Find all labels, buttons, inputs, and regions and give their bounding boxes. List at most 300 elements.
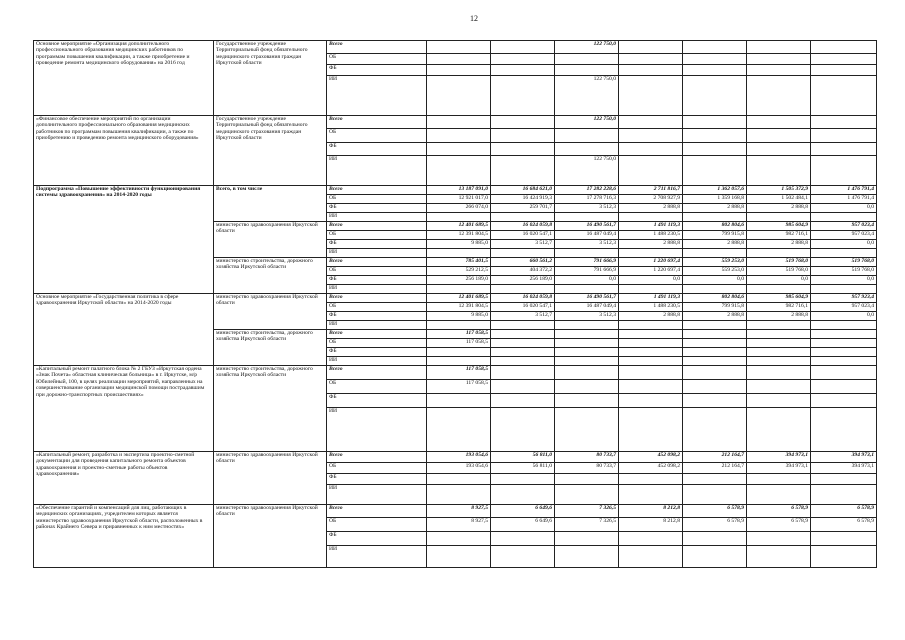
amount-cell — [619, 41, 683, 54]
amount-cell: 16 487 049,4 — [555, 231, 619, 240]
amount-cell — [619, 546, 683, 568]
amount-cell — [619, 348, 683, 357]
amount-cell — [427, 394, 491, 408]
amount-cell: 2 888,8 — [747, 312, 811, 321]
measure-description: Основное мероприятие «Организация дополнительного профессионального образования медицинских работников по программам повышения квалификации, а также приобретение и проведение ремонта медицинского оборудования» на 2016 год — [34, 41, 214, 116]
amount-cell — [747, 366, 811, 380]
amount-cell: 2 708 927,9 — [619, 195, 683, 204]
amount-cell: 799 915,8 — [683, 303, 747, 312]
amount-cell: 1 220 697,4 — [619, 258, 683, 267]
amount-cell: 2 888,8 — [683, 312, 747, 321]
amount-cell: 16 024 059,8 — [491, 222, 555, 231]
amount-cell: 802 804,6 — [683, 222, 747, 231]
responsible-executor: Всего, в том числе — [214, 186, 327, 222]
amount-cell — [811, 54, 877, 65]
funding-source: ИИ — [327, 357, 427, 366]
amount-cell — [619, 380, 683, 394]
amount-cell — [811, 339, 877, 348]
amount-cell — [619, 54, 683, 65]
amount-cell — [683, 143, 747, 156]
amount-cell — [427, 348, 491, 357]
amount-cell: 117 058,5 — [427, 339, 491, 348]
amount-cell: 1 491 119,3 — [619, 222, 683, 231]
amount-cell — [683, 249, 747, 258]
amount-cell — [619, 339, 683, 348]
amount-cell — [555, 348, 619, 357]
amount-cell — [427, 156, 491, 186]
amount-cell — [555, 485, 619, 505]
amount-cell — [555, 285, 619, 294]
measure-description: Основное мероприятие «Государственная политика в сфере здравоохранения Иркутской области» на 2014-2020 годы — [34, 294, 214, 366]
amount-cell: 6 578,9 — [683, 505, 747, 518]
amount-cell: 519 768,0 — [811, 258, 877, 267]
amount-cell — [427, 357, 491, 366]
amount-cell — [555, 54, 619, 65]
amount-cell — [683, 380, 747, 394]
amount-cell — [811, 156, 877, 186]
measure-description: Подпрограмма «Повышение эффективности функционирования системы здравоохранения» на 2014-2020 годы — [34, 186, 214, 294]
amount-cell: 3 512,3 — [555, 240, 619, 249]
amount-cell — [619, 532, 683, 546]
amount-cell — [491, 408, 555, 452]
amount-cell — [427, 76, 491, 116]
amount-cell — [491, 339, 555, 348]
amount-cell: 0,0 — [811, 276, 877, 285]
amount-cell: 982 716,1 — [747, 231, 811, 240]
funding-source: Всего — [327, 186, 427, 195]
amount-cell: 394 973,1 — [811, 463, 877, 474]
funding-source: ОБ — [327, 267, 427, 276]
amount-cell: 12 391 804,5 — [427, 231, 491, 240]
amount-cell — [427, 143, 491, 156]
amount-cell — [683, 546, 747, 568]
table-row — [34, 41, 877, 54]
amount-cell: 519 768,0 — [747, 267, 811, 276]
amount-cell — [491, 156, 555, 186]
amount-cell — [747, 546, 811, 568]
amount-cell — [747, 76, 811, 116]
amount-cell — [619, 129, 683, 143]
funding-source: Всего — [327, 452, 427, 463]
amount-cell — [555, 366, 619, 380]
amount-cell — [491, 116, 555, 129]
amount-cell — [491, 76, 555, 116]
funding-source: ОБ — [327, 195, 427, 204]
amount-cell — [747, 394, 811, 408]
amount-cell: 404 372,2 — [491, 267, 555, 276]
amount-cell — [811, 348, 877, 357]
amount-cell — [555, 546, 619, 568]
amount-cell: 394 973,1 — [747, 452, 811, 463]
amount-cell: 2 888,8 — [683, 240, 747, 249]
amount-cell: 80 733,7 — [555, 452, 619, 463]
funding-source: ОБ — [327, 518, 427, 532]
amount-cell: 452 098,2 — [619, 463, 683, 474]
funding-source: ОБ — [327, 231, 427, 240]
amount-cell: 985 604,9 — [747, 222, 811, 231]
amount-cell: 16 487 049,4 — [555, 303, 619, 312]
funding-source: Всего — [327, 258, 427, 267]
funding-source: ФБ — [327, 532, 427, 546]
amount-cell — [427, 321, 491, 330]
amount-cell: 1 476 791,4 — [811, 195, 877, 204]
budget-table — [33, 40, 877, 568]
amount-cell — [491, 485, 555, 505]
funding-source: ИИ — [327, 76, 427, 116]
amount-cell — [491, 348, 555, 357]
amount-cell — [811, 41, 877, 54]
amount-cell — [491, 129, 555, 143]
amount-cell — [747, 156, 811, 186]
amount-cell — [555, 380, 619, 394]
amount-cell — [491, 357, 555, 366]
funding-source: Всего — [327, 116, 427, 129]
amount-cell — [491, 213, 555, 222]
amount-cell — [555, 532, 619, 546]
amount-cell: 8 927,5 — [427, 505, 491, 518]
amount-cell: 17 282 228,6 — [555, 186, 619, 195]
amount-cell: 519 768,0 — [747, 258, 811, 267]
page-number: 12 — [470, 14, 478, 23]
amount-cell — [683, 321, 747, 330]
amount-cell — [811, 76, 877, 116]
table-row — [34, 186, 877, 195]
funding-source: ФБ — [327, 276, 427, 285]
amount-cell — [491, 380, 555, 394]
amount-cell: 193 054,6 — [427, 463, 491, 474]
amount-cell: 3 512,3 — [555, 312, 619, 321]
amount-cell: 785 401,5 — [427, 258, 491, 267]
measure-description: «Обеспечение гарантий и компенсаций для лиц, работающих в медицинских организациях, учредителем которых является министерство здравоохранения Иркутской области, расположенных в районах Крайнего Севера и приравненных к ним местностях» — [34, 505, 214, 568]
table-row — [34, 366, 877, 380]
amount-cell: 660 561,2 — [491, 258, 555, 267]
amount-cell: 9 885,0 — [427, 312, 491, 321]
funding-source: ФБ — [327, 312, 427, 321]
funding-source: ФБ — [327, 204, 427, 213]
amount-cell — [747, 321, 811, 330]
amount-cell — [747, 348, 811, 357]
amount-cell: 117 058,5 — [427, 380, 491, 394]
amount-cell: 16 020 547,1 — [491, 231, 555, 240]
amount-cell: 2 888,8 — [619, 312, 683, 321]
amount-cell: 16 024 059,8 — [491, 294, 555, 303]
amount-cell: 212 164,7 — [683, 463, 747, 474]
amount-cell — [491, 366, 555, 380]
amount-cell — [427, 249, 491, 258]
amount-cell — [427, 213, 491, 222]
amount-cell: 559 253,0 — [683, 267, 747, 276]
amount-cell — [683, 156, 747, 186]
amount-cell — [555, 394, 619, 408]
amount-cell: 16 490 561,7 — [555, 294, 619, 303]
amount-cell — [427, 41, 491, 54]
amount-cell — [427, 116, 491, 129]
amount-cell — [811, 321, 877, 330]
amount-cell: 791 666,9 — [555, 258, 619, 267]
amount-cell — [491, 321, 555, 330]
responsible-executor: министерство здравоохранения Иркутской области — [214, 452, 327, 505]
amount-cell — [683, 129, 747, 143]
amount-cell: 16 424 919,3 — [491, 195, 555, 204]
amount-cell: 2 711 816,7 — [619, 186, 683, 195]
amount-cell — [747, 54, 811, 65]
amount-cell — [683, 116, 747, 129]
amount-cell — [747, 213, 811, 222]
amount-cell — [811, 366, 877, 380]
amount-cell: 1 502 484,1 — [747, 195, 811, 204]
amount-cell — [811, 330, 877, 339]
responsible-executor: министерство строительства, дорожного хозяйства Иркутской области — [214, 330, 327, 366]
amount-cell — [811, 129, 877, 143]
funding-source: ОБ — [327, 54, 427, 65]
amount-cell — [683, 394, 747, 408]
amount-cell: 2 888,8 — [683, 204, 747, 213]
funding-source: Всего — [327, 505, 427, 518]
amount-cell — [491, 532, 555, 546]
amount-cell — [683, 532, 747, 546]
amount-cell: 1 362 057,6 — [683, 186, 747, 195]
amount-cell — [427, 129, 491, 143]
amount-cell — [683, 357, 747, 366]
amount-cell — [491, 41, 555, 54]
funding-source: ОБ — [327, 463, 427, 474]
amount-cell — [683, 41, 747, 54]
funding-source: Всего — [327, 41, 427, 54]
amount-cell — [747, 357, 811, 366]
amount-cell — [811, 546, 877, 568]
amount-cell — [811, 65, 877, 76]
funding-source: Всего — [327, 222, 427, 231]
amount-cell: 9 885,0 — [427, 240, 491, 249]
amount-cell — [811, 532, 877, 546]
amount-cell — [811, 285, 877, 294]
funding-source: ИИ — [327, 485, 427, 505]
amount-cell — [491, 143, 555, 156]
amount-cell — [555, 474, 619, 485]
amount-cell: 8 212,8 — [619, 518, 683, 532]
funding-source: Всего — [327, 330, 427, 339]
amount-cell: 13 187 091,0 — [427, 186, 491, 195]
amount-cell — [683, 474, 747, 485]
amount-cell — [683, 76, 747, 116]
amount-cell: 256 189,0 — [491, 276, 555, 285]
funding-source: ИИ — [327, 321, 427, 330]
amount-cell: 802 804,6 — [683, 294, 747, 303]
amount-cell: 259 701,7 — [491, 204, 555, 213]
funding-source: ОБ — [327, 339, 427, 348]
amount-cell — [427, 546, 491, 568]
amount-cell — [683, 330, 747, 339]
amount-cell: 452 098,2 — [619, 452, 683, 463]
amount-cell — [683, 285, 747, 294]
funding-source: ИИ — [327, 285, 427, 294]
amount-cell — [683, 54, 747, 65]
amount-cell — [555, 143, 619, 156]
amount-cell — [811, 213, 877, 222]
amount-cell — [747, 485, 811, 505]
amount-cell: 6 578,9 — [811, 518, 877, 532]
amount-cell: 12 401 689,5 — [427, 294, 491, 303]
amount-cell — [619, 213, 683, 222]
amount-cell — [555, 249, 619, 258]
amount-cell — [555, 321, 619, 330]
amount-cell: 193 054,6 — [427, 452, 491, 463]
funding-source: ИИ — [327, 156, 427, 186]
table-row — [34, 452, 877, 463]
amount-cell — [747, 116, 811, 129]
amount-cell: 2 888,8 — [747, 204, 811, 213]
amount-cell: 16 020 547,1 — [491, 303, 555, 312]
funding-source: ФБ — [327, 474, 427, 485]
amount-cell — [747, 65, 811, 76]
amount-cell — [619, 408, 683, 452]
amount-cell — [683, 348, 747, 357]
amount-cell — [427, 408, 491, 452]
amount-cell — [811, 394, 877, 408]
responsible-executor: Государственное учреждение Территориальный фонд обязательного медицинского страхования граждан Иркутской области — [214, 116, 327, 186]
amount-cell: 12 391 804,5 — [427, 303, 491, 312]
amount-cell: 7 326,5 — [555, 518, 619, 532]
amount-cell — [811, 249, 877, 258]
amount-cell — [811, 474, 877, 485]
amount-cell: 6 578,9 — [747, 518, 811, 532]
amount-cell — [811, 357, 877, 366]
amount-cell: 0,0 — [555, 276, 619, 285]
amount-cell: 0,0 — [683, 276, 747, 285]
amount-cell — [491, 65, 555, 76]
amount-cell: 1 491 119,3 — [619, 294, 683, 303]
amount-cell — [747, 143, 811, 156]
amount-cell: 122 750,0 — [555, 156, 619, 186]
amount-cell: 791 666,9 — [555, 267, 619, 276]
amount-cell — [619, 357, 683, 366]
amount-cell — [619, 366, 683, 380]
amount-cell: 0,0 — [747, 276, 811, 285]
amount-cell — [811, 143, 877, 156]
amount-cell — [427, 54, 491, 65]
amount-cell: 1 488 230,5 — [619, 303, 683, 312]
amount-cell: 2 888,8 — [619, 240, 683, 249]
responsible-executor: Государственное учреждение Территориальный фонд обязательного медицинского страхования граждан Иркутской области — [214, 41, 327, 116]
amount-cell — [747, 339, 811, 348]
amount-cell: 985 604,9 — [747, 294, 811, 303]
amount-cell: 529 212,5 — [427, 267, 491, 276]
amount-cell: 12 401 689,5 — [427, 222, 491, 231]
amount-cell — [491, 285, 555, 294]
amount-cell: 122 750,0 — [555, 76, 619, 116]
amount-cell — [427, 532, 491, 546]
funding-source: ФБ — [327, 240, 427, 249]
amount-cell — [491, 474, 555, 485]
amount-cell — [683, 366, 747, 380]
amount-cell — [811, 116, 877, 129]
amount-cell — [555, 65, 619, 76]
amount-cell: 394 973,1 — [747, 463, 811, 474]
amount-cell — [555, 213, 619, 222]
amount-cell — [619, 143, 683, 156]
amount-cell — [683, 65, 747, 76]
amount-cell: 17 278 716,3 — [555, 195, 619, 204]
measure-description: «Капитальный ремонт, разработка и экспертиза проектно-сметной документации для проведения капитального ремонта объектов здравоохранения и проектно-сметные работы объектов здравоохранения» — [34, 452, 214, 505]
funding-source: Всего — [327, 294, 427, 303]
amount-cell: 6 649,6 — [491, 518, 555, 532]
amount-cell: 212 164,7 — [683, 452, 747, 463]
amount-cell: 957 023,4 — [811, 222, 877, 231]
amount-cell: 982 716,1 — [747, 303, 811, 312]
amount-cell: 6 578,9 — [747, 505, 811, 518]
budget-table-body — [34, 41, 877, 568]
funding-source: ФБ — [327, 348, 427, 357]
amount-cell — [683, 408, 747, 452]
amount-cell — [555, 357, 619, 366]
amount-cell: 519 768,0 — [811, 267, 877, 276]
amount-cell: 957 023,4 — [811, 303, 877, 312]
amount-cell — [555, 330, 619, 339]
amount-cell — [619, 485, 683, 505]
amount-cell: 394 973,1 — [811, 452, 877, 463]
amount-cell: 2 888,8 — [619, 204, 683, 213]
amount-cell — [747, 380, 811, 394]
amount-cell: 957 923,4 — [811, 294, 877, 303]
table-row — [34, 505, 877, 518]
amount-cell — [619, 474, 683, 485]
funding-source: ФБ — [327, 143, 427, 156]
amount-cell — [683, 213, 747, 222]
measure-description: «Капитальный ремонт палатного блока № 2 ГБУЗ «Иркутская ордена «Знак Почета» областная клиническая больница» в г. Иркутске, м/р Юбилейный, 100, в целях реализации мероприятий, направленных на совершенствование организации медицинской помощи пострадавшим при дорожно-транспортных происшествиях» — [34, 366, 214, 452]
funding-source: ОБ — [327, 380, 427, 394]
amount-cell: 0,0 — [811, 240, 877, 249]
amount-cell — [747, 408, 811, 452]
amount-cell — [619, 321, 683, 330]
amount-cell — [491, 394, 555, 408]
amount-cell — [619, 116, 683, 129]
amount-cell — [427, 65, 491, 76]
measure-description: «Финансовое обеспечение мероприятий по организации дополнительного профессионального образования медицинских работников по программам повышения квалификации, а также по приобретению и проведению ремонта медицинского оборудования» — [34, 116, 214, 186]
amount-cell — [747, 41, 811, 54]
responsible-executor: министерство здравоохранения Иркутской области — [214, 294, 327, 330]
amount-cell: 16 490 561,7 — [555, 222, 619, 231]
amount-cell: 957 023,4 — [811, 231, 877, 240]
amount-cell — [427, 474, 491, 485]
amount-cell — [491, 330, 555, 339]
amount-cell: 6 578,9 — [683, 518, 747, 532]
amount-cell — [747, 330, 811, 339]
amount-cell — [619, 330, 683, 339]
funding-source: ФБ — [327, 65, 427, 76]
amount-cell: 1 505 372,9 — [747, 186, 811, 195]
responsible-executor: министерство строительства, дорожного хозяйства Иркутской области — [214, 366, 327, 452]
funding-source: ИИ — [327, 249, 427, 258]
amount-cell — [811, 380, 877, 394]
amount-cell: 266 074,0 — [427, 204, 491, 213]
amount-cell — [747, 249, 811, 258]
table-row — [34, 294, 877, 303]
amount-cell — [619, 76, 683, 116]
amount-cell — [683, 339, 747, 348]
funding-source: ИИ — [327, 213, 427, 222]
amount-cell: 1 476 791,4 — [811, 186, 877, 195]
amount-cell: 8 212,8 — [619, 505, 683, 518]
amount-cell: 6 578,9 — [811, 505, 877, 518]
amount-cell: 1 220 697,4 — [619, 267, 683, 276]
amount-cell: 2 888,8 — [747, 240, 811, 249]
amount-cell: 56 811,0 — [491, 452, 555, 463]
responsible-executor: министерство строительства, дорожного хозяйства Иркутской области — [214, 258, 327, 294]
amount-cell — [491, 249, 555, 258]
funding-source: ОБ — [327, 303, 427, 312]
amount-cell: 0,0 — [811, 204, 877, 213]
funding-source: ИИ — [327, 546, 427, 568]
